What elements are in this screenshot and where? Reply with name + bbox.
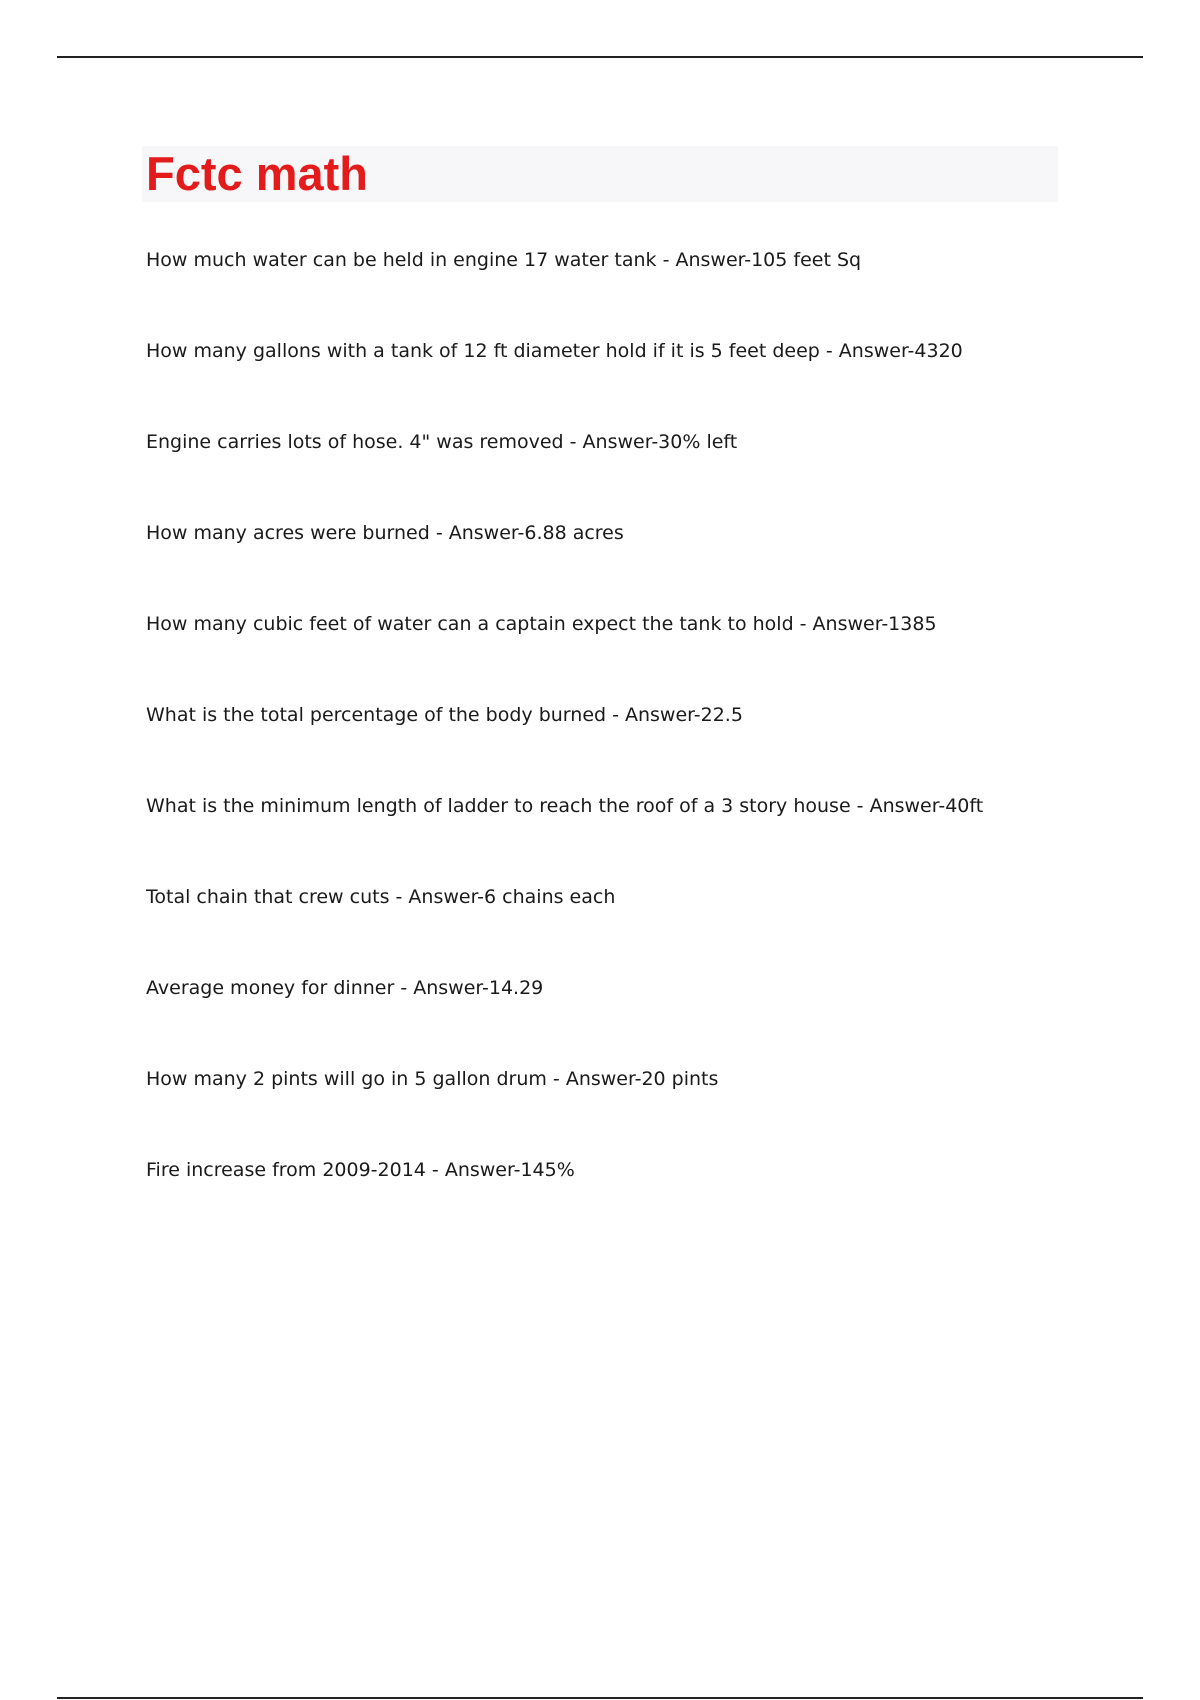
qa-item: How many 2 pints will go in 5 gallon drum - Answer-20 pints bbox=[146, 1068, 719, 1090]
qa-item: How many acres were burned - Answer-6.88 acres bbox=[146, 522, 624, 544]
qa-item: What is the total percentage of the body burned - Answer-22.5 bbox=[146, 704, 743, 726]
qa-item: How many cubic feet of water can a captain expect the tank to hold - Answer-1385 bbox=[146, 613, 937, 635]
qa-item: How much water can be held in engine 17 water tank - Answer-105 feet Sq bbox=[146, 249, 862, 271]
bottom-rule bbox=[57, 1697, 1143, 1699]
qa-item: Total chain that crew cuts - Answer-6 chains each bbox=[146, 886, 616, 908]
qa-list bbox=[146, 245, 1106, 1246]
document-title: Fctc math bbox=[146, 147, 368, 200]
qa-item: How many gallons with a tank of 12 ft diameter hold if it is 5 feet deep - Answer-4320 bbox=[146, 340, 963, 362]
qa-item: Engine carries lots of hose. 4" was removed - Answer-30% left bbox=[146, 431, 738, 453]
qa-item: What is the minimum length of ladder to reach the roof of a 3 story house - Answer-40ft bbox=[146, 795, 984, 817]
qa-item: Average money for dinner - Answer-14.29 bbox=[146, 977, 544, 999]
top-rule bbox=[57, 56, 1143, 58]
qa-item: Fire increase from 2009-2014 - Answer-145% bbox=[146, 1159, 575, 1181]
